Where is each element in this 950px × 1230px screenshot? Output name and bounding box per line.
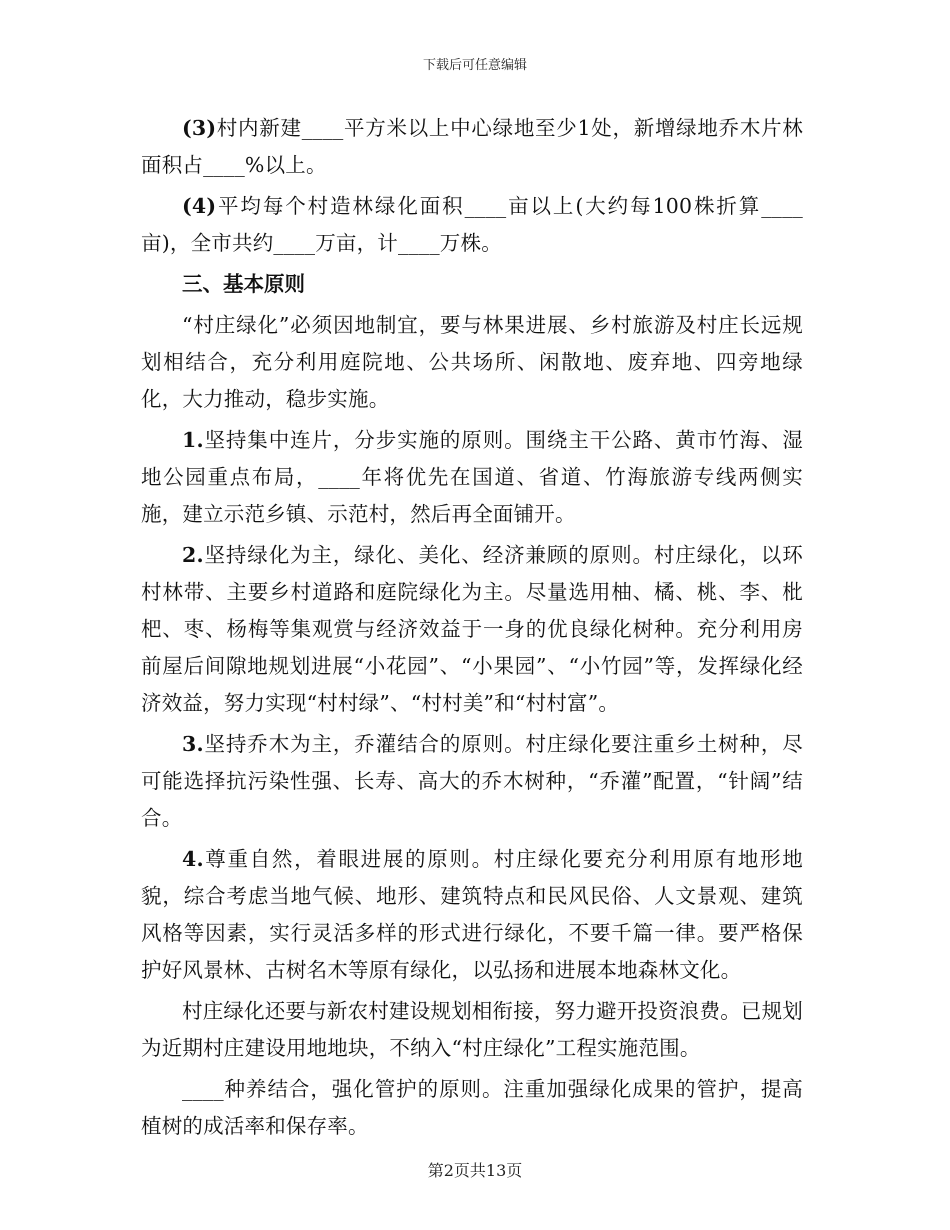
paragraph-principle-1 [141, 422, 803, 533]
paragraph-principle-2 [141, 537, 803, 722]
paragraph-planning [141, 993, 803, 1067]
paragraph-text: 村庄绿化还要与新农村建设规划相衔接，努力避开投资浪费。已规划为近期村庄建设用地地块，不纳入“村庄绿化”工程实施范围。 [141, 999, 803, 1060]
paragraph-text: 尊重自然，着眼进展的原则。村庄绿化要充分利用原有地形地貌，综合考虑当地气候、地形、建筑特点和民风民俗、人文景观、建筑风格等因素，实行灵活多样的形式进行绿化，不要千篇一律。要严格保护好风景林、古树名木等原有绿化，以弘扬和进展本地森林文化。 [141, 847, 803, 982]
paragraph-text: 村内新建____平方米以上中心绿地至少1处，新增绿地乔木片林面积占____%以上。 [141, 116, 803, 177]
paragraph-text: 平均每个村造林绿化面积____亩以上(大约每100株折算____亩)，全市共约____万亩，计____万株。 [141, 194, 803, 255]
paragraph-target-3 [141, 110, 803, 184]
paragraph-number: (4) [182, 194, 217, 218]
paragraph-number: (3) [182, 116, 217, 140]
paragraph-text: 坚持绿化为主，绿化、美化、经济兼顾的原则。村庄绿化，以环村林带、主要乡村道路和庭院绿化为主。尽量选用柚、橘、桃、李、枇杷、枣、杨梅等集观赏与经济效益于一身的优良绿化树种。充分利用房前屋后间隙地规划进展“小花园”、“小果园”、“小竹园”等，发挥绿化经济效益，努力实现“村村绿”、“村村美”和“村村富”。 [141, 543, 803, 715]
paragraph-text: ____种养结合，强化管护的原则。注重加强绿化成果的管护，提高植树的成活率和保存率。 [141, 1077, 803, 1138]
document-body [141, 110, 803, 1149]
paragraph-text: “村庄绿化”必须因地制宜，要与林果进展、乡村旅游及村庄长远规划相结合，充分利用庭院地、公共场所、闲散地、废弃地、四旁地绿化，大力推动，稳步实施。 [141, 313, 803, 411]
paragraph-text: 坚持乔木为主，乔灌结合的原则。村庄绿化要注重乡土树种，尽可能选择抗污染性强、长寿、高大的乔木树种，“乔灌”配置，“针阔”结合。 [141, 732, 803, 830]
paragraph-number: 3. [182, 732, 204, 756]
page-header: 下载后可任意编辑 [422, 58, 527, 73]
section-heading: 三、基本原则 [182, 272, 305, 296]
paragraph-intro [141, 307, 803, 418]
paragraph-number: 1. [182, 428, 204, 452]
paragraph-number: 4. [182, 847, 204, 871]
paragraph-principle-3 [141, 726, 803, 837]
page-footer: 第2页共13页 [427, 1161, 523, 1180]
paragraph-number: 2. [182, 543, 204, 567]
paragraph-target-4 [141, 188, 803, 262]
paragraph-maintenance [141, 1071, 803, 1145]
paragraph-text: 坚持集中连片，分步实施的原则。围绕主干公路、黄市竹海、湿地公园重点布局，____年将优先在国道、省道、竹海旅游专线两侧实施，建立示范乡镇、示范村，然后再全面铺开。 [141, 428, 803, 526]
paragraph-principle-4 [141, 841, 803, 989]
